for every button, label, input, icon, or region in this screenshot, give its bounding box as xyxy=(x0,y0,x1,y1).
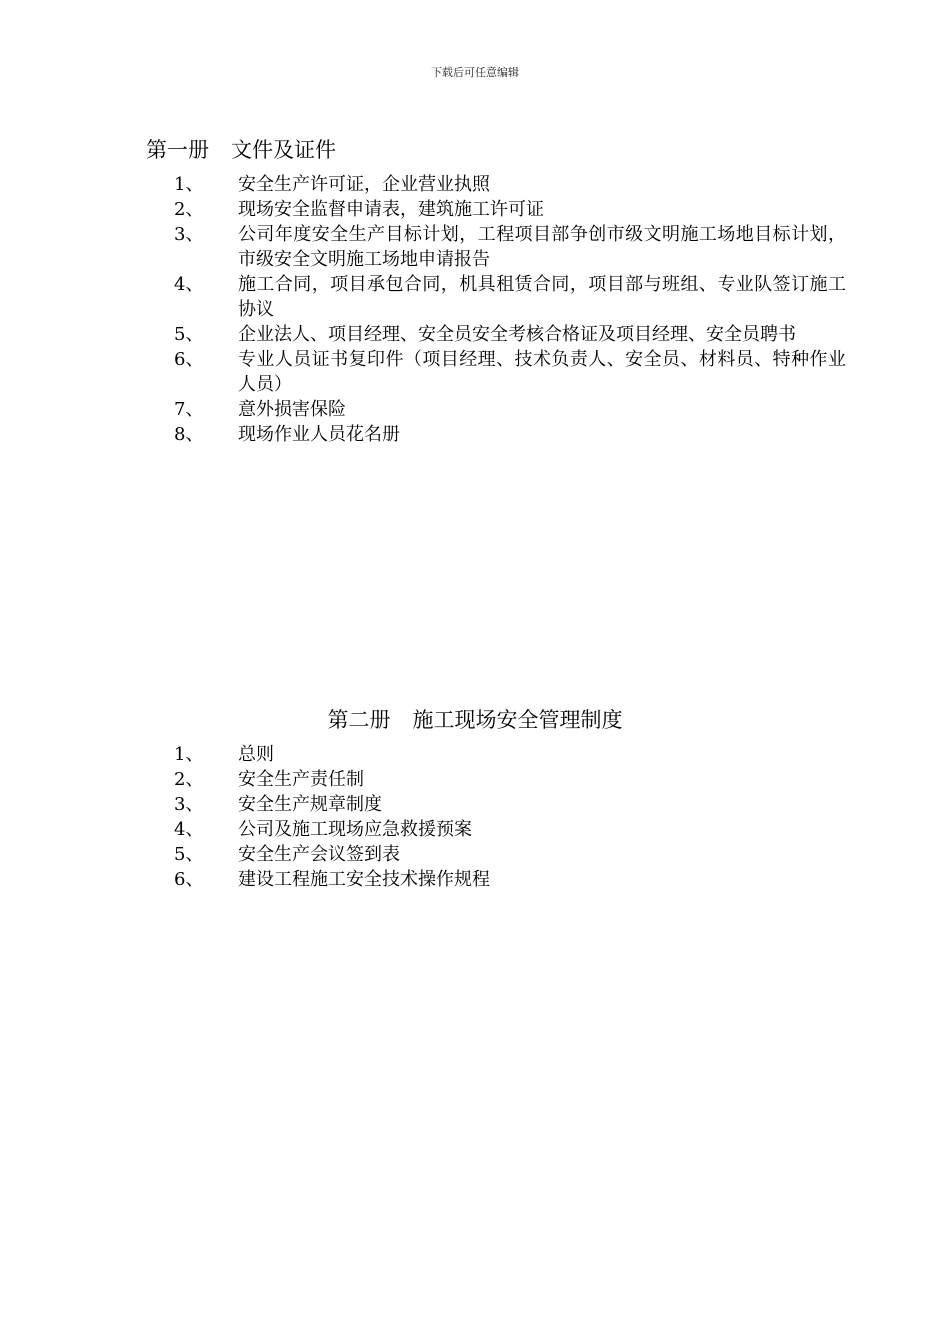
page-header: 下载后可任意编辑 xyxy=(431,66,519,79)
item-text: 现场安全监督申请表，建筑施工许可证 xyxy=(238,199,544,220)
item-text: 企业法人、项目经理、安全员安全考核合格证及项目经理、安全员聘书 xyxy=(238,324,796,345)
item-text: 安全生产规章制度 xyxy=(238,794,382,815)
item-text: 安全生产许可证，企业营业执照 xyxy=(238,174,490,195)
list-item xyxy=(0,397,950,422)
item-number: 3、 xyxy=(174,794,204,815)
item-list xyxy=(0,172,950,447)
item-number: 7、 xyxy=(174,399,204,420)
list-item xyxy=(0,422,950,447)
item-number: 6、 xyxy=(174,349,204,370)
item-number: 4、 xyxy=(174,274,204,295)
section-title xyxy=(0,136,950,164)
item-number: 3、 xyxy=(174,224,204,245)
item-text: 建设工程施工安全技术操作规程 xyxy=(238,869,490,890)
item-list xyxy=(0,742,950,892)
section-title-name: 施工现场安全管理制度 xyxy=(412,708,623,732)
item-number: 5、 xyxy=(174,324,204,345)
list-item xyxy=(0,742,950,767)
list-item xyxy=(0,792,950,817)
section-volume-1 xyxy=(0,136,950,447)
section-title xyxy=(0,706,950,734)
item-number: 1、 xyxy=(174,744,204,765)
item-number: 1、 xyxy=(174,174,204,195)
item-text: 意外损害保险 xyxy=(238,399,346,420)
list-item xyxy=(0,222,950,272)
item-text: 施工合同，项目承包合同，机具租赁合同，项目部与班组、专业队签订施工协议 xyxy=(238,274,846,320)
list-item xyxy=(0,347,950,397)
item-text: 专业人员证书复印件（项目经理、技术负责人、安全员、材料员、特种作业人员） xyxy=(238,349,846,395)
item-number: 6、 xyxy=(174,869,204,890)
section-title-prefix: 第二册 xyxy=(327,708,391,732)
item-text: 安全生产会议签到表 xyxy=(238,844,400,865)
section-volume-2 xyxy=(0,706,950,892)
list-item xyxy=(0,842,950,867)
list-item xyxy=(0,322,950,347)
list-item xyxy=(0,172,950,197)
item-text: 安全生产责任制 xyxy=(238,769,364,790)
list-item xyxy=(0,197,950,222)
item-text: 公司及施工现场应急救援预案 xyxy=(238,819,472,840)
list-item xyxy=(0,272,950,322)
list-item xyxy=(0,767,950,792)
item-number: 5、 xyxy=(174,844,204,865)
item-number: 8、 xyxy=(174,424,204,445)
item-number: 2、 xyxy=(174,769,204,790)
list-item xyxy=(0,817,950,842)
section-title-prefix: 第一册 xyxy=(146,138,209,162)
item-text: 现场作业人员花名册 xyxy=(238,424,400,445)
section-title-name: 文件及证件 xyxy=(231,138,336,162)
item-number: 2、 xyxy=(174,199,204,220)
item-text: 总则 xyxy=(238,744,274,765)
item-number: 4、 xyxy=(174,819,204,840)
list-item xyxy=(0,867,950,892)
item-text: 公司年度安全生产目标计划，工程项目部争创市级文明施工场地目标计划，市级安全文明施工场地申请报告 xyxy=(238,224,846,270)
